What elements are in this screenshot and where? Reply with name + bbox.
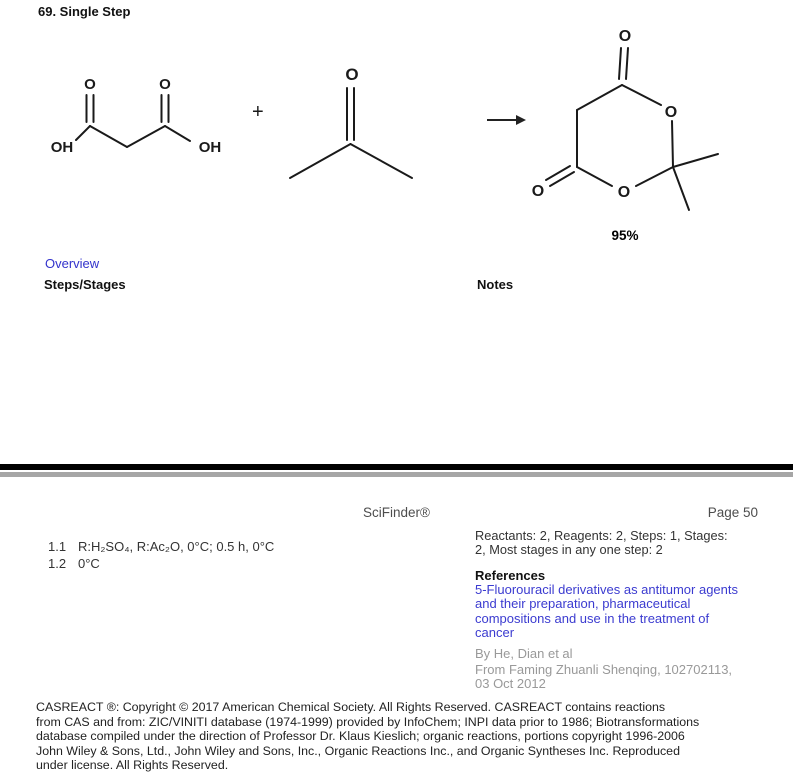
step-row: [48, 538, 274, 555]
atom-label-o: O: [345, 65, 359, 84]
step-number: 1.2: [48, 556, 67, 571]
copyright-footer: [36, 700, 776, 773]
reference-title-line: compositions and use in the treatment of: [475, 610, 710, 626]
plus-sign: +: [252, 101, 264, 123]
step-conditions: 0°C: [78, 556, 100, 571]
notes-heading: Notes: [477, 277, 514, 292]
steps-list: [48, 538, 274, 572]
notes-line: Reactants: 2, Reagents: 2, Steps: 1, Stages:: [475, 528, 728, 543]
footer-line: from CAS and from: ZIC/VINITI database (1974-1999) provided by InfoChem; INPI data prior to 1986; Biotransformations: [36, 714, 700, 729]
footer-line: database compiled under the direction of Professor Dr. Klaus Kieslich; organic reactions, portions copyright 1996-2006: [36, 729, 685, 744]
yield-label: 95%: [611, 228, 639, 243]
reference-source-line: 03 Oct 2012: [475, 675, 546, 691]
step-row: [48, 555, 274, 572]
scifinder-watermark: SciFinder®: [363, 505, 430, 520]
atom-label-o: O: [84, 76, 96, 93]
reference-source-line: From Faming Zhuanli Shenqing, 102702113,: [475, 662, 733, 677]
atom-label-o: O: [617, 184, 631, 201]
reference-title-line: 5-Fluorouracil derivatives as antitumor agents: [475, 582, 739, 597]
steps-stages-heading: Steps/Stages: [44, 277, 126, 292]
reaction-title: 69. Single Step: [38, 4, 131, 19]
reference-title-line: and their preparation, pharmaceutical: [475, 596, 691, 612]
step-conditions: R:H₂SO₄, R:Ac₂O, 0°C; 0.5 h, 0°C: [78, 539, 275, 554]
reference-title-link[interactable]: [475, 583, 775, 640]
notes-line: 2, Most stages in any one step: 2: [475, 542, 663, 557]
atom-label-oh: OH: [198, 139, 222, 156]
reference-authors: By He, Dian et al: [475, 646, 573, 661]
page-break-divider-top: [0, 464, 793, 470]
footer-line: CASREACT ®: Copyright © 2017 American Chemical Society. All Rights Reserved. CASREACT contains reactions: [36, 700, 666, 714]
reactant-structure-acetone: [285, 58, 420, 183]
overview-link[interactable]: Overview: [45, 256, 100, 271]
page-number: Page 50: [707, 505, 758, 520]
footer-line: John Wiley & Sons, Ltd., John Wiley and Sons, Inc., Organic Reactions Inc., and Organic Syntheses Inc. Reproduced: [36, 743, 680, 758]
atom-label-o: O: [159, 76, 171, 93]
atom-label-o: O: [531, 183, 545, 200]
page-break-divider-bottom: [0, 472, 793, 477]
footer-line: under license. All Rights Reserved.: [36, 758, 229, 773]
atom-label-o: O: [664, 104, 678, 121]
reference-title-line: cancer: [475, 624, 515, 640]
notes-summary: [475, 529, 785, 557]
step-number: 1.1: [48, 539, 67, 554]
product-structure-meldrums-acid: [515, 25, 745, 225]
references-heading: References: [475, 568, 546, 583]
reactant-structure-malonic-acid: [40, 55, 240, 165]
reference-source: [475, 663, 732, 690]
atom-label-o: O: [618, 28, 632, 45]
atom-label-oh: OH: [50, 139, 74, 156]
